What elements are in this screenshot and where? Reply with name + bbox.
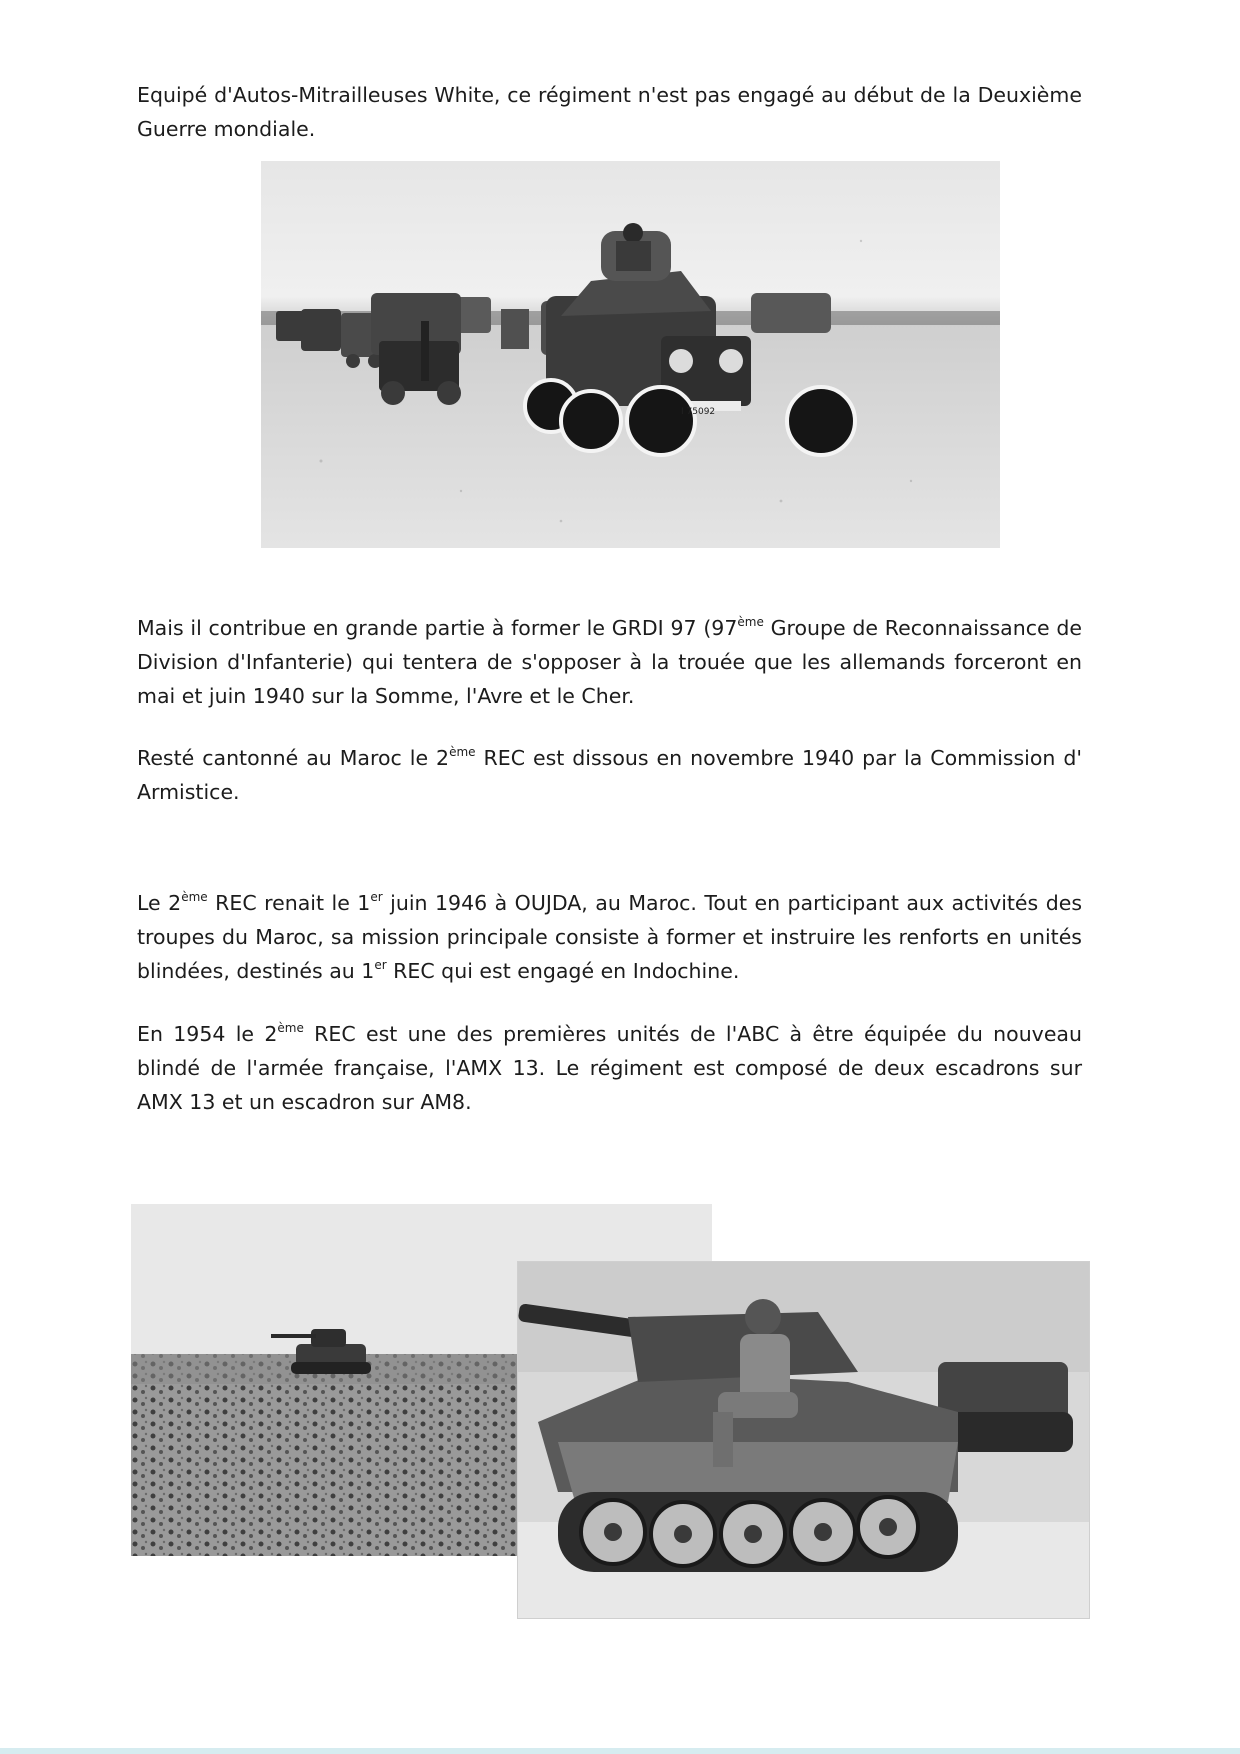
superscript: ème [277,1021,304,1035]
paragraph-4-text-b: REC renait le 1 [207,891,371,915]
paragraph-5 [137,1017,1082,1119]
paragraph-4-text-d: REC qui est engagé en Indochine. [386,959,740,983]
superscript: ème [737,615,764,629]
paragraph-3 [137,741,1082,809]
paragraph-5-text-a: En 1954 le 2 [137,1022,278,1046]
paragraph-3-text-a: Resté cantonné au Maroc le 2 [137,746,450,770]
superscript: ème [449,745,476,759]
paragraph-2-text-a: Mais il contribue en grande partie à former le GRDI 97 (97 [137,616,738,640]
paragraph-4-text-c: juin 1946 à OUJDA, au Maroc. Tout en participant aux activités des troupes du Maroc, sa mission principale consiste à former et instruire les renforts en unités blindées, destinés au 1 [137,891,1083,983]
paragraph-2 [137,611,1082,713]
superscript: ème [181,890,208,904]
superscript: er [374,958,387,972]
photo-amx13-soldier [518,1262,1089,1618]
paragraph-5-text-b: REC est une des premières unités de l'ABC à être équipée du nouveau blindé de l'armée française, l'AMX 13. Le régiment est composé de deux escadrons sur AMX 13 et un escadron sur AM8. [137,1022,1082,1114]
paragraph-4 [137,886,1082,988]
armored-car-plate: I 75092 [681,407,716,417]
paragraph-3-text-b: REC est dissous en novembre 1940 par la Commission d' Armistice. [137,746,1082,804]
paragraph-2-text-b: Groupe de Reconnaissance de Division d'Infanterie) qui tentera de s'opposer à la trouée que les allemands forceront en mai et juin 1940 sur la Somme, l'Avre et le Cher. [137,616,1082,708]
photo-armored-car-convoy [261,161,1000,548]
paragraph-1 [137,78,1082,146]
scan-edge [0,1748,1240,1754]
paragraph-1-text: Equipé d'Autos-Mitrailleuses White, ce régiment n'est pas engagé au début de la Deuxième Guerre mondiale. [137,83,1082,141]
superscript: er [370,890,383,904]
paragraph-4-text-a: Le 2 [137,891,182,915]
